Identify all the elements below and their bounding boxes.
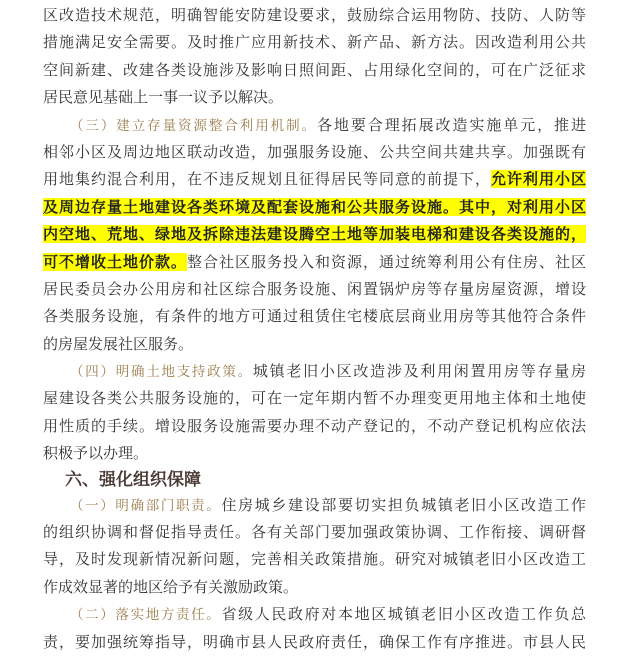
- text-line: [43, 29, 586, 56]
- text-line: [43, 276, 586, 303]
- body-text: 相邻小区及周边地区联动改造，加强服务设施、公共空间共建共享。加强既有: [43, 142, 586, 161]
- text-line: [43, 331, 586, 358]
- text-line: [43, 221, 586, 248]
- subsection-title: （二）落实地方责任。: [70, 607, 222, 624]
- body-text: 居民委员会办公用房和社区综合服务设施、闲置锅炉房等存量房屋资源，增设: [43, 279, 586, 298]
- text-line: [43, 139, 586, 166]
- text-line: [43, 601, 586, 628]
- body-text: 屋建设各类公共服务设施的，可在一定年期内暂不办理变更用地主体和土地使: [43, 389, 586, 408]
- text-line: [43, 492, 586, 519]
- subsection-title: （四）明确土地支持政策。: [70, 364, 253, 381]
- text-line: [43, 194, 586, 221]
- body-text: 居民意见基础上一事一议予以解决。: [43, 88, 284, 107]
- text-line: [43, 2, 586, 29]
- highlighted-text: 内空地、荒地、绿地及拆除违法建设腾空土地等加装电梯和建设各类设施的，: [43, 225, 586, 244]
- subsection-title: （一）明确部门职责。: [70, 497, 222, 514]
- body-text: 责，要加强统筹指导，明确市县人民政府责任，确保工作有序推进。市县人民: [43, 632, 586, 651]
- body-text: 住房城乡建设部要切实担负城镇老旧小区改造工作: [221, 495, 586, 514]
- body-text: 导，及时发现新情况新问题，完善相关政策措施。研究对城镇老旧小区改造工: [43, 550, 586, 569]
- text-line: [43, 574, 586, 601]
- body-text: 整合社区服务投入和资源，通过统筹利用公有住房、社区: [187, 252, 586, 271]
- body-text: 用地集约混合利用，在不违反规划且征得居民等同意的前提下，: [43, 170, 491, 189]
- text-line: [43, 303, 586, 330]
- body-text: 用性质的手续。增设服务设施需要办理不动产登记的，不动产登记机构应依法: [43, 416, 586, 435]
- subsection-title: （三）建立存量资源整合利用机制。: [70, 117, 317, 134]
- body-text: 作成效显著的地区给予有关激励政策。: [43, 577, 299, 596]
- text-line: [43, 57, 586, 84]
- text-line: [43, 112, 586, 139]
- text-line: [43, 519, 586, 546]
- highlighted-text: 可不增收土地价款。: [43, 252, 187, 271]
- text-line: [43, 166, 586, 193]
- section-heading: [43, 468, 586, 492]
- body-text: 六、强化组织保障: [65, 469, 201, 490]
- text-line: [43, 84, 586, 111]
- text-line: [43, 249, 586, 276]
- highlighted-text: 允许利用小区: [490, 170, 586, 189]
- text-line: [43, 546, 586, 573]
- text-line: [43, 629, 586, 656]
- body-text: 城镇老旧小区改造涉及利用闲置用房等存量房: [252, 362, 586, 381]
- body-text: 空间新建、改建各类设施涉及影响日照间距、占用绿化空间的，可在广泛征求: [43, 60, 586, 79]
- text-line: [43, 413, 586, 440]
- document-body: [43, 2, 586, 656]
- highlighted-text: 及周边存量土地建设各类环境及配套设施和公共服务设施。其中，对利用小区: [43, 197, 586, 216]
- body-text: 区改造技术规范，明确智能安防建设要求，鼓励综合运用物防、技防、人防等: [43, 6, 586, 24]
- body-text: 各类服务设施，有条件的地方可通过租赁住宅楼底层商业用房等其他符合条件: [43, 307, 586, 326]
- text-line: [43, 358, 586, 385]
- body-text: 的组织协调和督促指导责任。各有关部门要加强政策协调、工作衔接、调研督: [43, 523, 586, 542]
- text-line: [43, 440, 586, 467]
- body-text: 的房屋发展社区服务。: [43, 334, 194, 353]
- text-line: [43, 385, 586, 412]
- body-text: 措施满足安全需要。及时推广应用新技术、新产品、新方法。因改造利用公共: [43, 33, 586, 52]
- body-text: 各地要合理拓展改造实施单元，推进: [316, 115, 586, 134]
- body-text: 积极予以办理。: [43, 444, 149, 463]
- body-text: 省级人民政府对本地区城镇老旧小区改造工作负总: [221, 605, 586, 624]
